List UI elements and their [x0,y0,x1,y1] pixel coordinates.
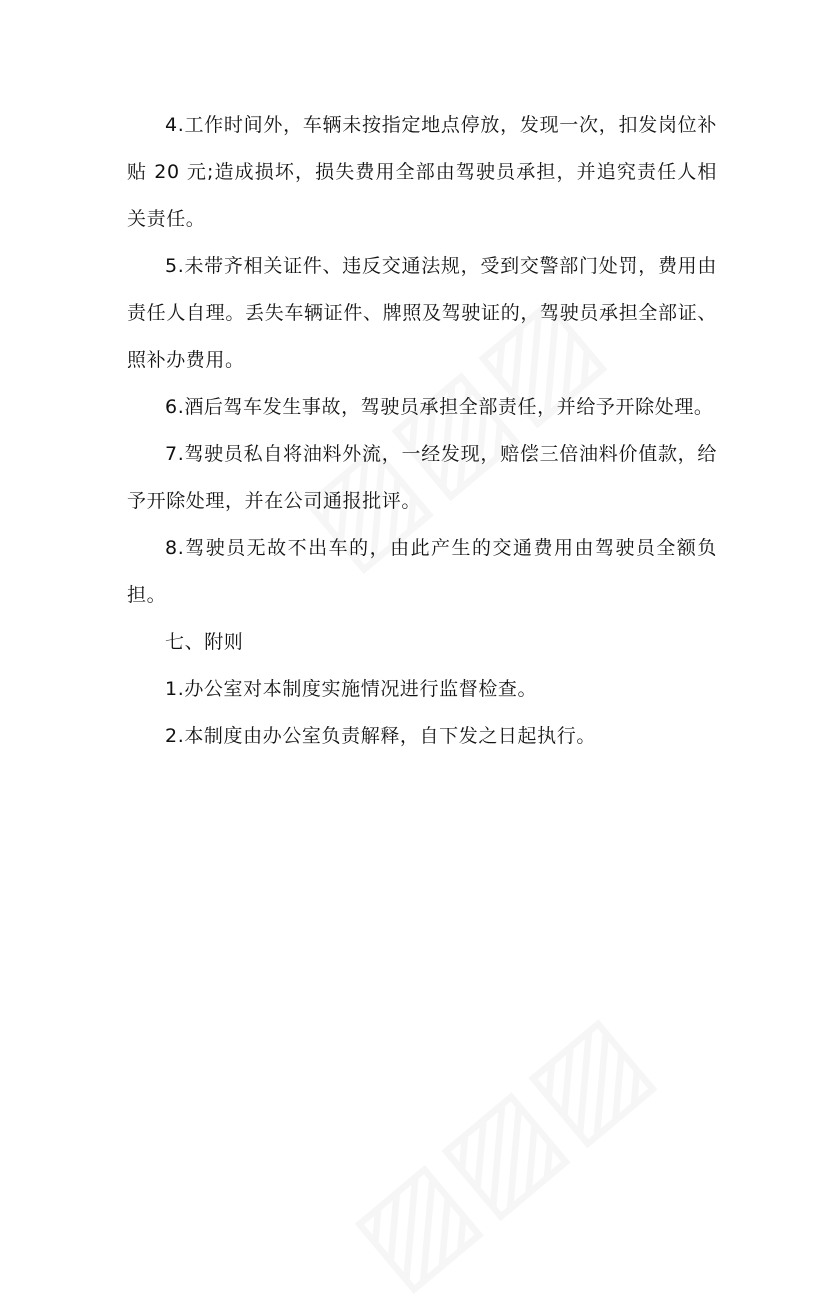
paragraph-item-8: 8.驾驶员无故不出车的，由此产生的交通费用由驾驶员全额负担。 [127,537,717,606]
section-heading-appendix: 七、附则 [165,631,244,653]
appendix-item-1: 1.办公室对本制度实施情况进行监督检查。 [165,678,538,700]
paragraph-item-7: 7.驾驶员私自将油料外流，一经发现，赔偿三倍油料价值款，给予开除处理，并在公司通报批评。 [127,443,717,512]
paragraph-item-4: 4.工作时间外，车辆未按指定地点停放，发现一次，扣发岗位补贴 20 元;造成损坏，损失费用全部由驾驶员承担，并追究责任人相关责任。 [127,114,717,230]
paragraph-item-6: 6.酒后驾车发生事故，驾驶员承担全部责任，并给予开除处理。 [165,396,714,418]
appendix-item-2: 2.本制度由办公室负责解释，自下发之日起执行。 [165,725,596,747]
paragraph-item-5: 5.未带齐相关证件、违反交通法规，受到交警部门处罚，费用由责任人自理。丢失车辆证件、牌照及驾驶证的，驾驶员承担全部证、照补办费用。 [127,255,717,371]
document-body [127,102,717,760]
watermark [325,987,675,1312]
